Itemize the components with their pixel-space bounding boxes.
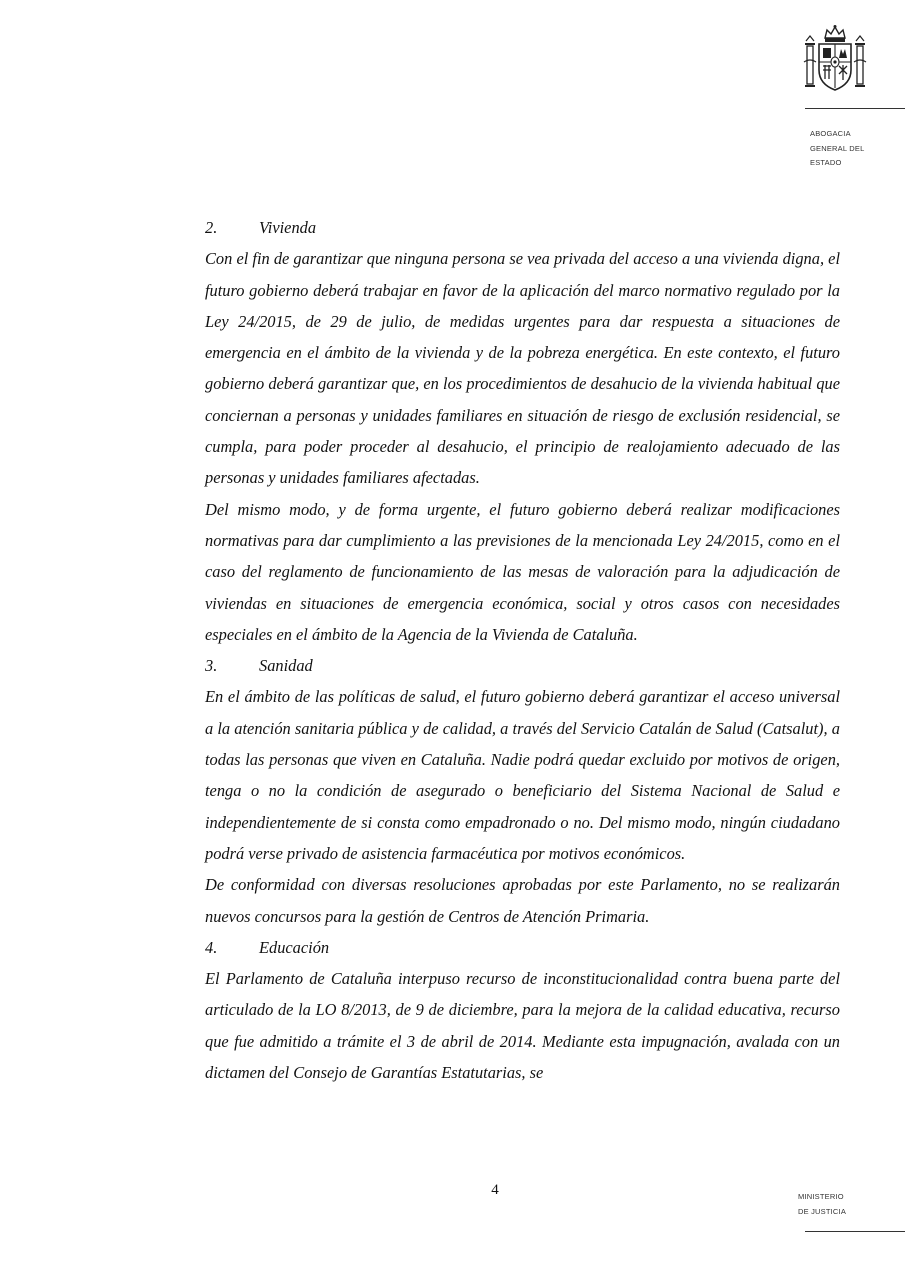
section-number: 3. [205,656,218,676]
paragraph: Con el fin de garantizar que ninguna persona se vea privada del acceso a una vivienda digna, el futuro gobierno deberá trabajar en favor de la aplicación del marco normativo regulado por la Ley 24/2015, de 29 de julio, de medidas urgentes para dar respuesta a situaciones de emergencia en el ámbito de la vivienda y de la pobreza energética. En este contexto, el futuro gobierno deberá garantizar que, en los procedimientos de desahucio de la vivienda habitual que conciernan a personas y unidades familiares en situación de riesgo de exclusión residencial, se cumpla, para poder proceder al desahucio, el principio de realojamiento adecuado de las personas y unidades familiares afectadas. [205,249,840,488]
page-number: 4 [491,1182,499,1198]
document-body [205,212,840,1088]
section-heading [205,650,840,681]
section-number: 4. [205,937,218,957]
organization-line: ESTADO [810,158,842,167]
section-title: Educación [259,937,330,957]
section-title: Vivienda [259,218,317,237]
organization-name [810,127,864,171]
section-number: 2. [205,218,218,237]
ministry-line: MINISTERIO [798,1192,844,1201]
paragraph: Del mismo modo, y de forma urgente, el futuro gobierno deberá realizar modificaciones normativas para dar cumplimiento a las previsiones de la mencionada Ley 24/2015, como en el caso del reglamento de funcionamiento de las mesas de valoración para la adjudicación de viviendas en situaciones de emergencia económica, social y otros casos con necesidades especiales en el ámbito de la Agencia de la Vivienda de Cataluña. [205,499,840,644]
section-heading [205,212,840,243]
paragraph: El Parlamento de Cataluña interpuso recurso de inconstitucionalidad contra buena parte del articulado de la LO 8/2013, de 9 de diciembre, para la mejora de la calidad educativa, recurso que fue admitido a trámite el 3 de abril de 2014. Mediante esta impugnación, avalada con un dictamen del Consejo de Garantías Estatutarias, se [205,969,840,1083]
paragraph: De conformidad con diversas resoluciones aprobadas por este Parlamento, no se realizarán nuevos concursos para la gestión de Centros de Atención Primaria. [205,875,840,926]
section-title: Sanidad [259,656,313,676]
paragraph: En el ámbito de las políticas de salud, el futuro gobierno deberá garantizar el acceso universal a la atención sanitaria pública y de calidad, a través del Servicio Catalán de Salud (Catsalut), a todas las personas que viven en Cataluña. Nadie podrá quedar excluido por motivos de origen, tenga o no la condición de asegurado o beneficiario del Sistema Nacional de Salud e independientemente de si consta como empadronado o no. Del mismo modo, ningún ciudadano podrá verse privado de asistencia farmacéutica por motivos económicos. [205,687,840,863]
ministry-line: DE JUSTICIA [798,1206,847,1216]
header-rule [805,108,905,109]
section-heading [205,932,840,963]
organization-line: GENERAL DEL [810,143,865,153]
coat-of-arms-icon [803,24,867,94]
footer-rule [805,1231,905,1232]
organization-line: ABOGACIA [810,129,851,138]
ministry-name [798,1190,846,1219]
